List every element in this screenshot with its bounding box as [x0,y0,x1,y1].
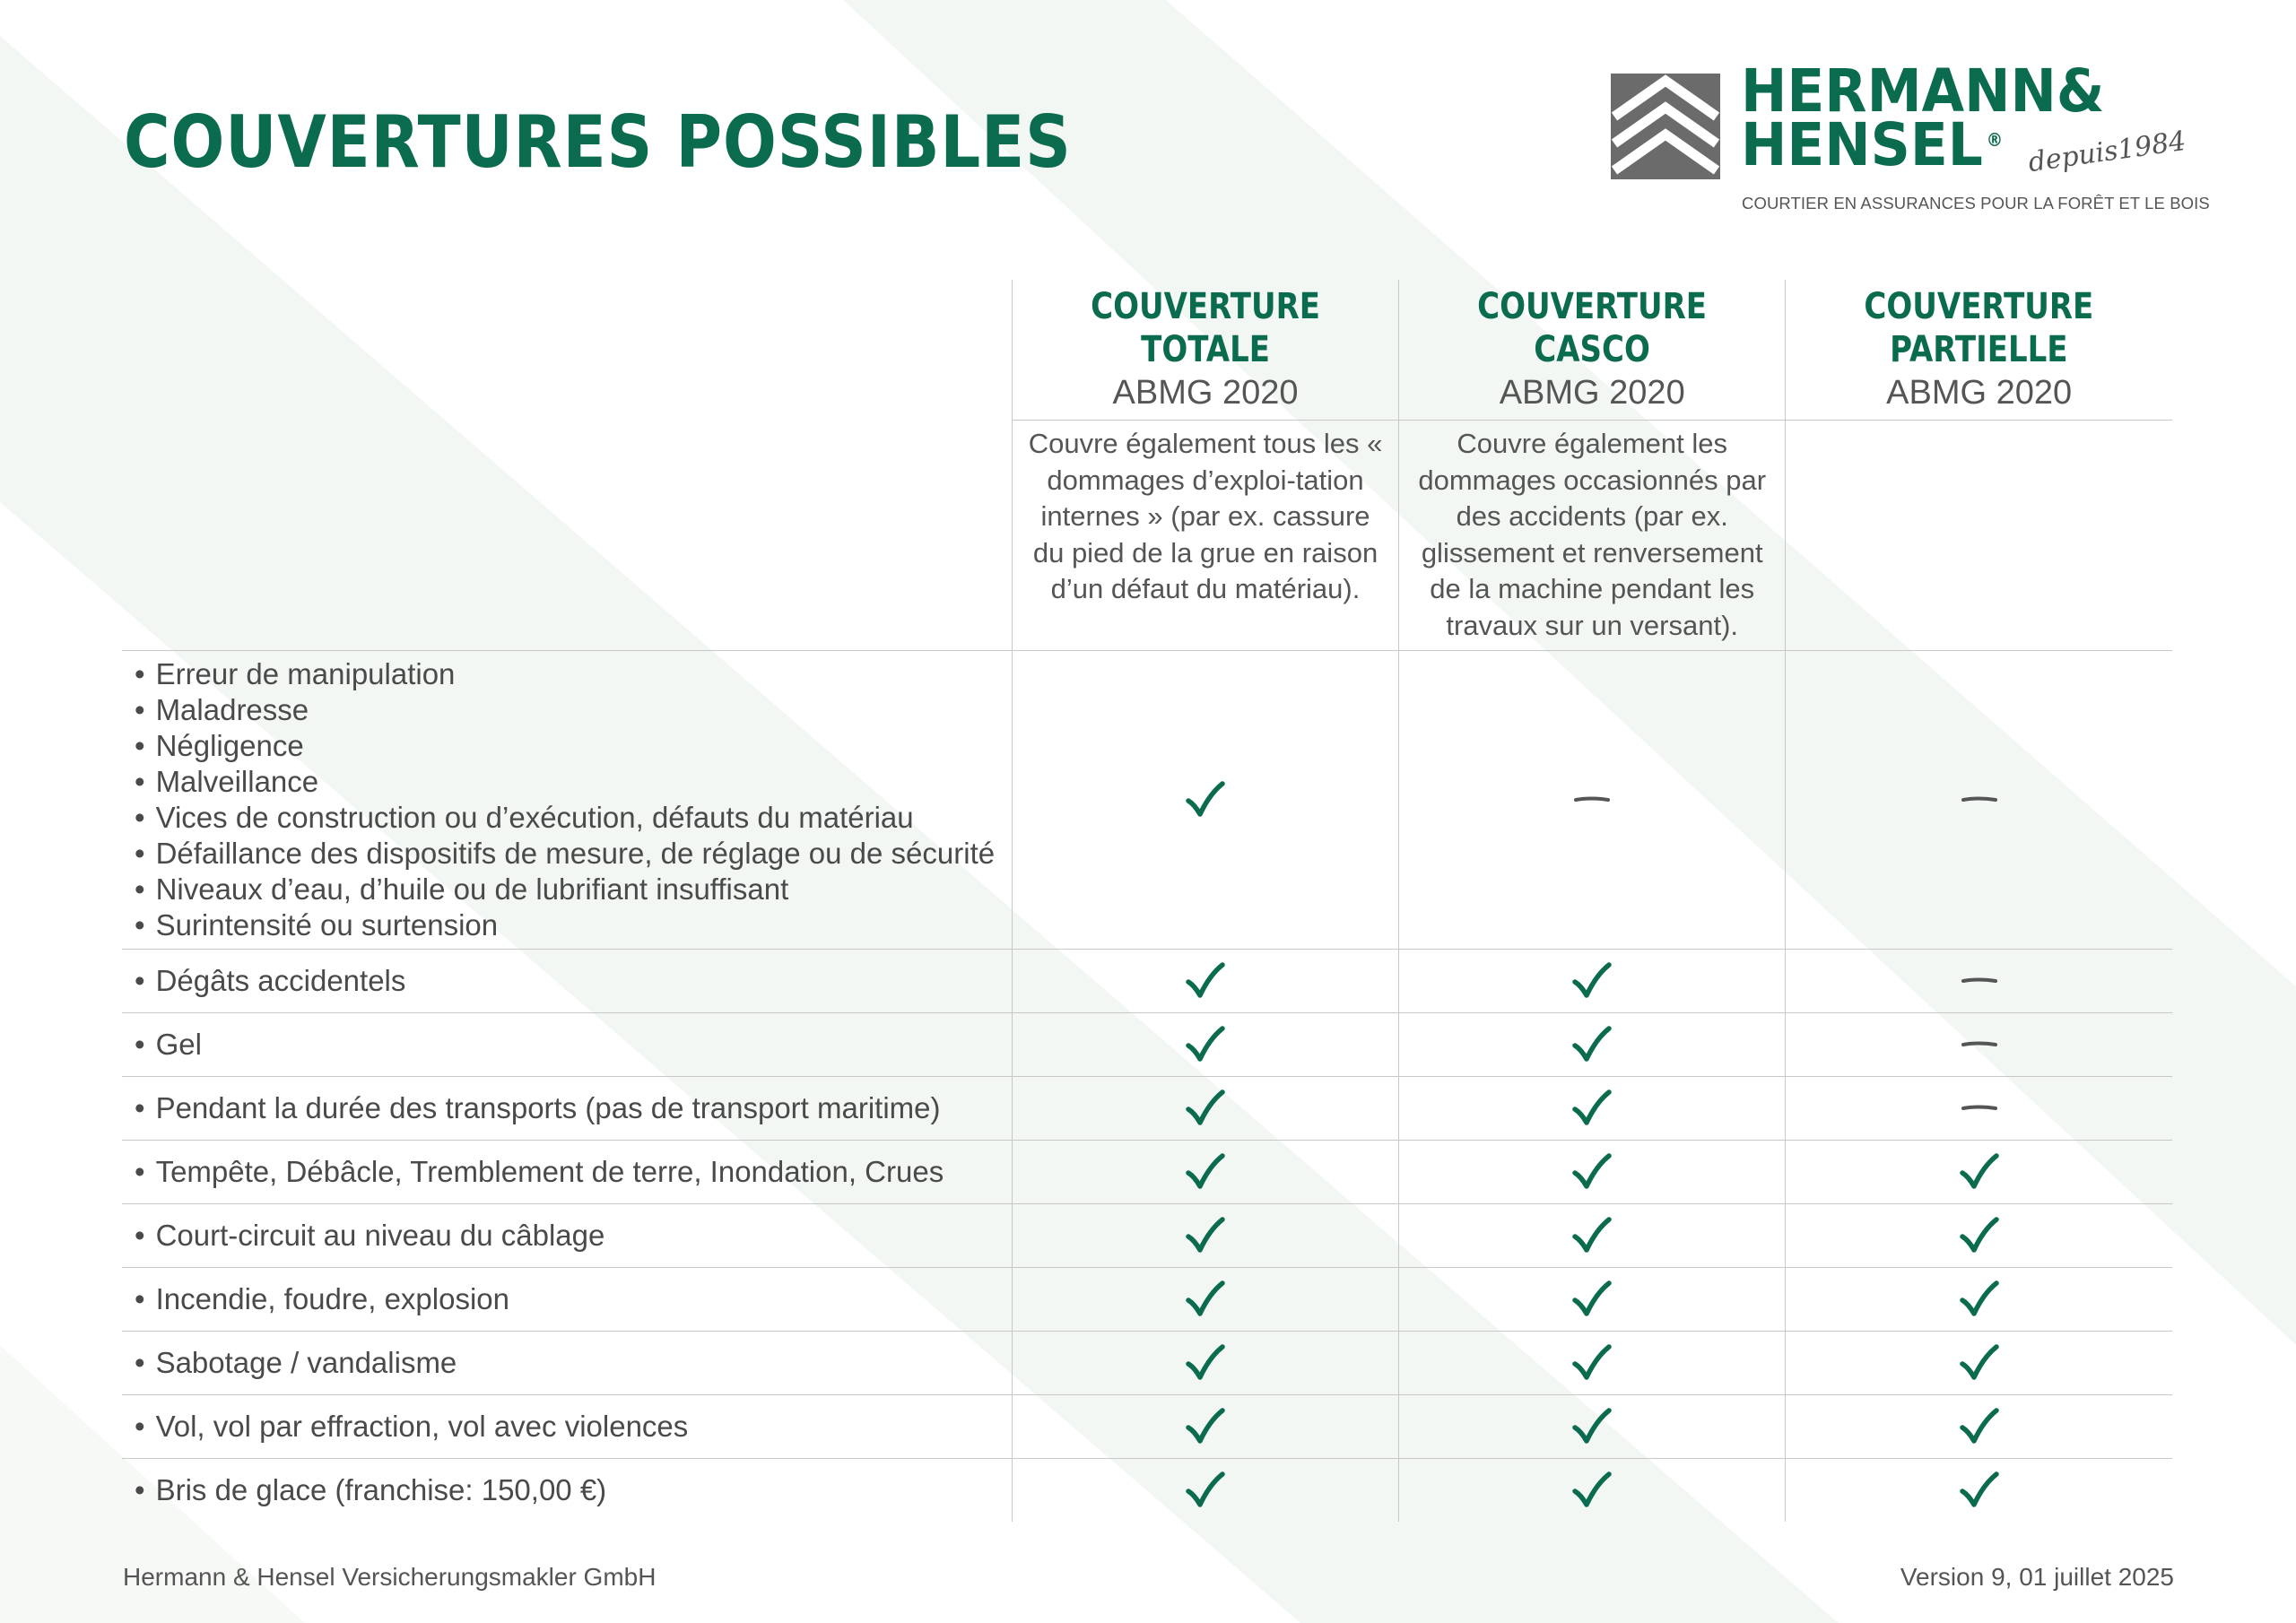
logo-tagline: COURTIER EN ASSURANCES POUR LA FORÊT ET LE BOIS [1742,194,2210,213]
company-logo [1611,56,2210,222]
dash-icon [1961,1103,1997,1114]
risk-item: • Tempête, Débâcle, Tremblement de terre, Inondation, Crues [135,1154,1012,1190]
check-icon [1572,1089,1612,1128]
row-label [122,1077,1012,1141]
check-icon [1186,1152,1225,1192]
row-label [122,1332,1012,1395]
coverage-cell-casco [1399,1459,1786,1523]
check-icon [1572,1025,1612,1064]
coverage-cell-totale [1012,1077,1398,1141]
check-icon [1572,1216,1612,1255]
risk-list [135,963,1012,999]
check-icon [1960,1471,1999,1510]
table-row [122,1204,2172,1268]
coverage-cell-casco [1399,950,1786,1013]
check-icon [1186,961,1225,1001]
coverage-cell-casco [1399,1141,1786,1204]
check-icon [1572,1471,1612,1510]
risk-list [135,1090,1012,1126]
coverage-cell-partielle [1786,1013,2172,1077]
coverage-cell-totale [1012,950,1398,1013]
check-icon [1186,1216,1225,1255]
coverage-cell-partielle [1786,1077,2172,1141]
check-icon [1960,1152,1999,1192]
plan-header-totale [1012,280,1398,421]
check-icon [1186,1343,1225,1383]
coverage-cell-casco [1399,1268,1786,1332]
check-icon [1572,1152,1612,1192]
plan-description-partielle [1786,421,2172,651]
coverage-cell-partielle [1786,1141,2172,1204]
risk-item: • Sabotage / vandalisme [135,1345,1012,1381]
table-row [122,651,2172,950]
risk-item: • Dégâts accidentels [135,963,1012,999]
risk-item: • Maladresse [135,692,1012,728]
check-icon [1960,1343,1999,1383]
coverage-cell-totale [1012,651,1398,950]
logo-name-line2: HENSEL [1741,110,1983,179]
plan-name: COUVERTURE TOTALE [1091,286,1320,370]
row-label [122,1141,1012,1204]
coverage-cell-casco [1399,1204,1786,1268]
dash-icon [1961,1039,1997,1050]
row-label [122,950,1012,1013]
check-icon [1186,1471,1225,1510]
plan-name: COUVERTURE CASCO [1477,286,1708,370]
risk-list [135,1472,1012,1508]
coverage-table [122,280,2172,1522]
coverage-cell-partielle [1786,1395,2172,1459]
row-label [122,1268,1012,1332]
table-row [122,1141,2172,1204]
risk-list [135,1281,1012,1317]
plan-description-totale: Couvre également tous les « dommages d’exploi-tation internes » (par ex. cassure du pied de la grue en raison d’un défaut du matériau). [1012,421,1398,651]
table-row [122,1013,2172,1077]
page-title: COUVERTURES POSSIBLES [124,100,1072,184]
registered-mark: ® [1986,129,2004,151]
risk-item: • Surintensité ou surtension [135,907,1012,943]
logo-since: depuis1984 [2026,125,2188,179]
risk-item: • Malveillance [135,764,1012,800]
check-icon [1572,961,1612,1001]
plan-ref: ABMG 2020 [1112,374,1299,412]
check-icon [1186,1280,1225,1319]
coverage-cell-casco [1399,1013,1786,1077]
coverage-cell-totale [1012,1459,1398,1523]
coverage-cell-casco [1399,1332,1786,1395]
risk-item: • Négligence [135,728,1012,764]
coverage-cell-partielle [1786,1459,2172,1523]
coverage-cell-partielle [1786,1204,2172,1268]
check-icon [1186,780,1225,820]
plan-description-casco: Couvre également les dommages occasionnés par des accidents (par ex. glissement et renversement de la machine pendant les travaux sur un versant). [1399,421,1786,651]
coverage-cell-totale [1012,1395,1398,1459]
risk-list [135,1409,1012,1445]
dash-icon [1961,794,1997,805]
table-row [122,1395,2172,1459]
risk-list [135,656,1012,943]
table-row [122,1332,2172,1395]
plan-ref: ABMG 2020 [1886,374,2073,412]
check-icon [1572,1280,1612,1319]
row-label [122,1459,1012,1523]
check-icon [1186,1089,1225,1128]
plan-ref: ABMG 2020 [1499,374,1685,412]
coverage-cell-partielle [1786,1332,2172,1395]
risk-item: • Gel [135,1027,1012,1063]
coverage-cell-casco [1399,1077,1786,1141]
table-row [122,1268,2172,1332]
description-blank-cell [122,421,1012,651]
coverage-cell-casco [1399,651,1786,950]
risk-list [135,1345,1012,1381]
table-row [122,1459,2172,1523]
risk-item: • Défaillance des dispositifs de mesure, de réglage ou de sécurité [135,836,1012,872]
plan-header-row [122,280,2172,421]
chevron-logo-icon [1611,74,1720,179]
coverage-cell-partielle [1786,950,2172,1013]
coverage-cell-totale [1012,1204,1398,1268]
check-icon [1186,1407,1225,1446]
footer-company: Hermann & Hensel Versicherungsmakler GmbH [123,1563,657,1591]
check-icon [1572,1343,1612,1383]
risk-list [135,1154,1012,1190]
row-label [122,1204,1012,1268]
check-icon [1960,1280,1999,1319]
row-label [122,1395,1012,1459]
dash-icon [1574,794,1610,805]
logo-name-line1: HERMANN& [1741,56,2105,126]
coverage-cell-totale [1012,1141,1398,1204]
coverage-cell-casco [1399,1395,1786,1459]
table-row [122,1077,2172,1141]
coverage-cell-partielle [1786,1268,2172,1332]
risk-item: • Vol, vol par effraction, vol avec violences [135,1409,1012,1445]
coverage-rows [122,651,2172,1523]
risk-list [135,1027,1012,1063]
coverage-cell-partielle [1786,651,2172,950]
row-label [122,1013,1012,1077]
row-label [122,651,1012,950]
risk-item: • Bris de glace (franchise: 150,00 €) [135,1472,1012,1508]
dash-icon [1961,976,1997,986]
coverage-cell-totale [1012,1268,1398,1332]
coverage-cell-totale [1012,1013,1398,1077]
plan-header-partielle [1786,280,2172,421]
risk-item: • Incendie, foudre, explosion [135,1281,1012,1317]
risk-item: • Court-circuit au niveau du câblage [135,1218,1012,1254]
check-icon [1960,1407,1999,1446]
check-icon [1572,1407,1612,1446]
header-blank-cell [122,280,1012,421]
risk-item: • Niveaux d’eau, d’huile ou de lubrifiant insuffisant [135,872,1012,907]
plan-name: COUVERTURE PARTIELLE [1864,286,2094,370]
risk-list [135,1218,1012,1254]
coverage-cell-totale [1012,1332,1398,1395]
check-icon [1186,1025,1225,1064]
table-row [122,950,2172,1013]
risk-item: • Pendant la durée des transports (pas de transport maritime) [135,1090,1012,1126]
risk-item: • Vices de construction ou d’exécution, défauts du matériau [135,800,1012,836]
footer-version: Version 9, 01 juillet 2025 [1900,1563,2174,1591]
risk-item: • Erreur de manipulation [135,656,1012,692]
check-icon [1960,1216,1999,1255]
plan-header-casco [1399,280,1786,421]
plan-description-row [122,421,2172,651]
